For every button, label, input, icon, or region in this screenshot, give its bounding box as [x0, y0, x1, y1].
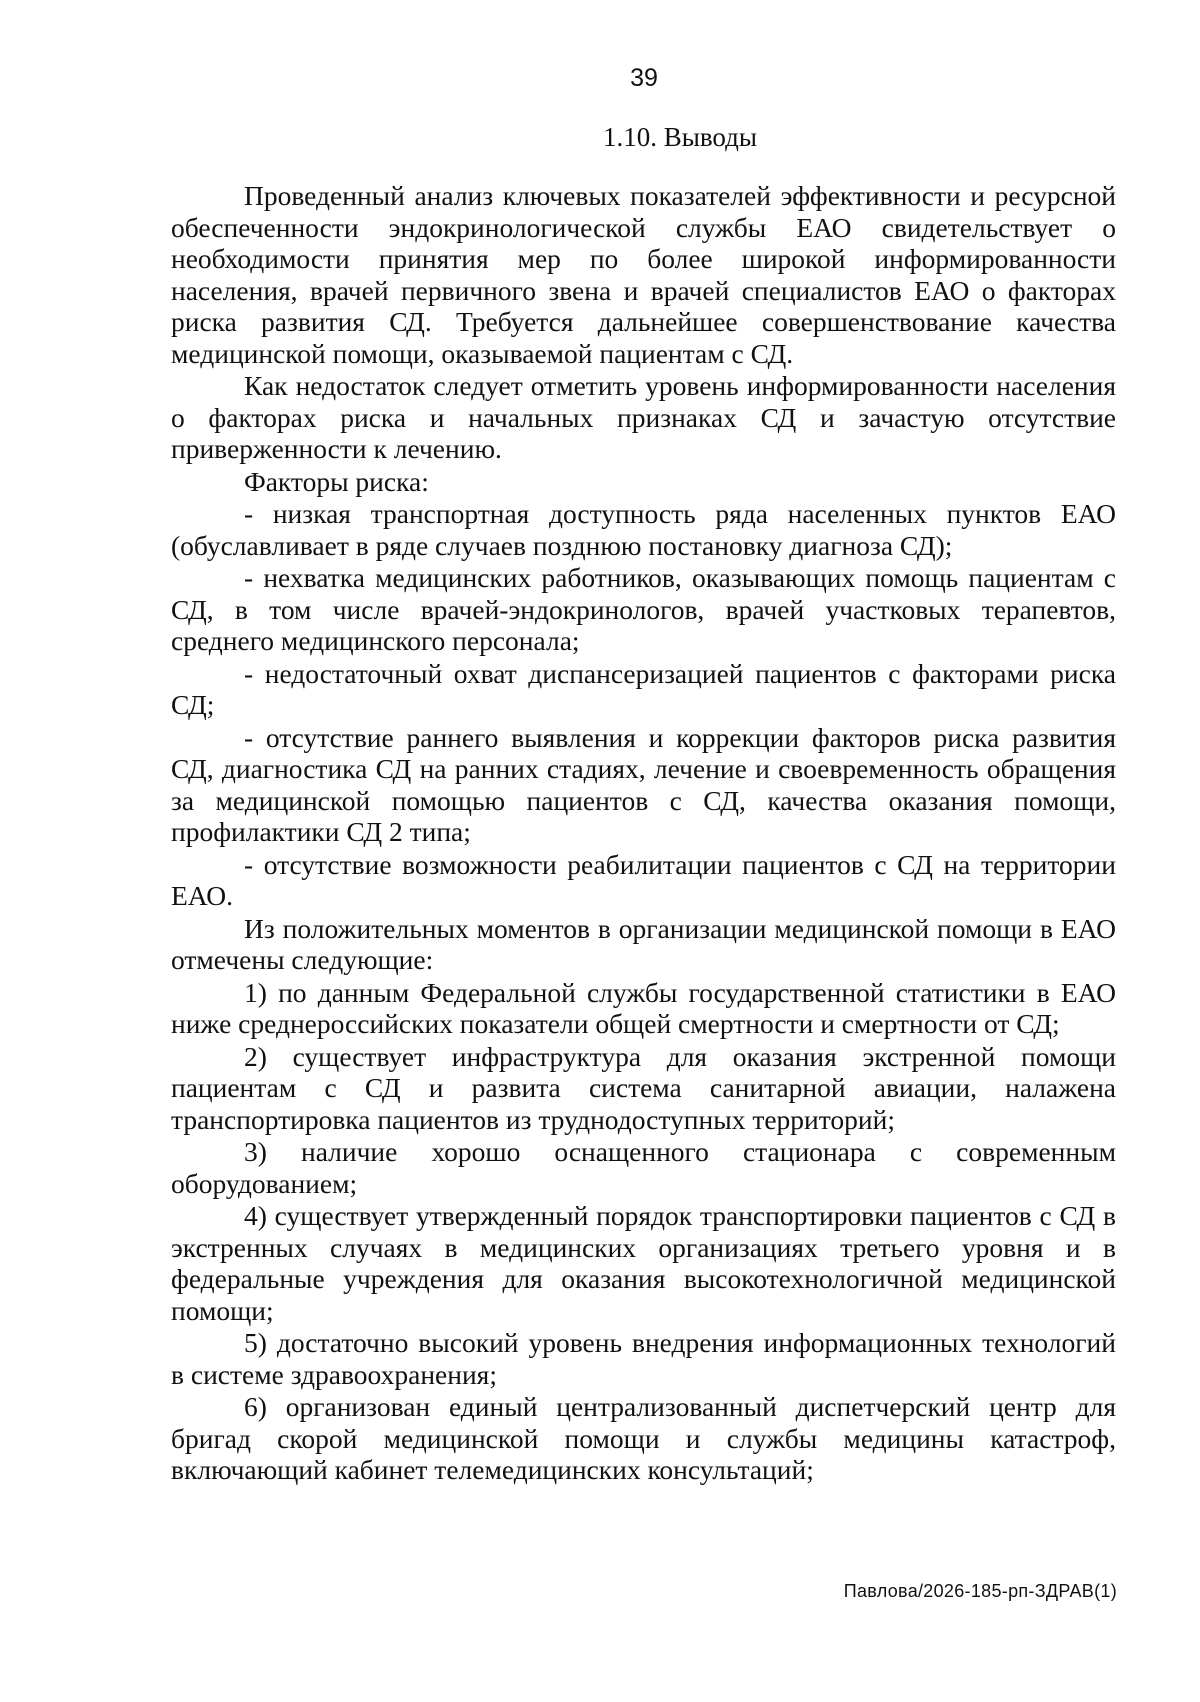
list-item-positive-2: 2) существует инфраструктура для оказания экстренной помощи пациентам с СД и развита система санитарной авиации, налажена транспортировка пациентов из труднодоступных территорий;: [171, 1040, 1116, 1135]
paragraph-analysis: Проведенный анализ ключевых показателей эффективности и ресурсной обеспеченности эндокринологической службы ЕАО свидетельствует о необходимости принятия мер по более широкой информированности населения, врачей первичного звена и врачей специалистов ЕАО о факторах риска развития СД. Требуется дальнейшее совершенствование качества медицинской помощи, оказываемой пациентам с СД.: [171, 180, 1116, 369]
section-heading: 1.10. Выводы: [602, 122, 758, 152]
paragraph-positive-intro: Из положительных моментов в организации медицинской помощи в ЕАО отмечены следующие:: [171, 912, 1116, 975]
list-item-risk-early-detection: - отсутствие раннего выявления и коррекции факторов риска развития СД, диагностика СД на ранних стадиях, лечение и своевременность обращения за медицинской помощью пациентов с СД, качества оказания помощи, профилактики СД 2 типа;: [171, 721, 1116, 847]
list-item-positive-4: 4) существует утвержденный порядок транспортировки пациентов с СД в экстренных случаях в медицинских организациях третьего уровня и в федеральные учреждения для оказания высокотехнологичной медицинской помощи;: [171, 1200, 1116, 1326]
list-item-risk-staff: - нехватка медицинских работников, оказывающих помощь пациентам с СД, в том числе врачей-эндокринологов, врачей участковых терапевтов, среднего медицинского персонала;: [171, 562, 1116, 656]
list-item-positive-3: 3) наличие хорошо оснащенного стационара с современным оборудованием;: [171, 1136, 1116, 1199]
page-number: 39: [630, 64, 658, 92]
paragraph-shortcoming: Как недостаток следует отметить уровень информированности населения о факторах риска и начальных признаках СД и зачастую отсутствие приверженности к лечению.: [171, 370, 1116, 464]
list-item-risk-screening: - недостаточный охват диспансеризацией пациентов с факторами риска СД;: [171, 657, 1116, 720]
list-item-risk-transport: - низкая транспортная доступность ряда населенных пунктов ЕАО (обуславливает в ряде случаев позднюю постановку диагноза СД);: [171, 498, 1116, 561]
paragraph-risk-factors-title: Факторы риска:: [244, 465, 429, 497]
list-item-positive-5: 5) достаточно высокий уровень внедрения информационных технологий в системе здравоохранения;: [171, 1327, 1116, 1390]
list-item-positive-6: 6) организован единый централизованный диспетчерский центр для бригад скорой медицинской помощи и службы медицины катастроф, включающий кабинет телемедицинских консультаций;: [171, 1391, 1116, 1485]
list-item-risk-rehabilitation: - отсутствие возможности реабилитации пациентов с СД на территории ЕАО.: [171, 848, 1116, 911]
document-reference-code: Павлова/2026-185-рп-ЗДРАВ(1): [843, 1581, 1117, 1601]
document-body: [171, 180, 1116, 1487]
list-item-positive-1: 1) по данным Федеральной службы государственной статистики в ЕАО ниже среднероссийских показатели общей смертности и смертности от СД;: [171, 976, 1116, 1039]
